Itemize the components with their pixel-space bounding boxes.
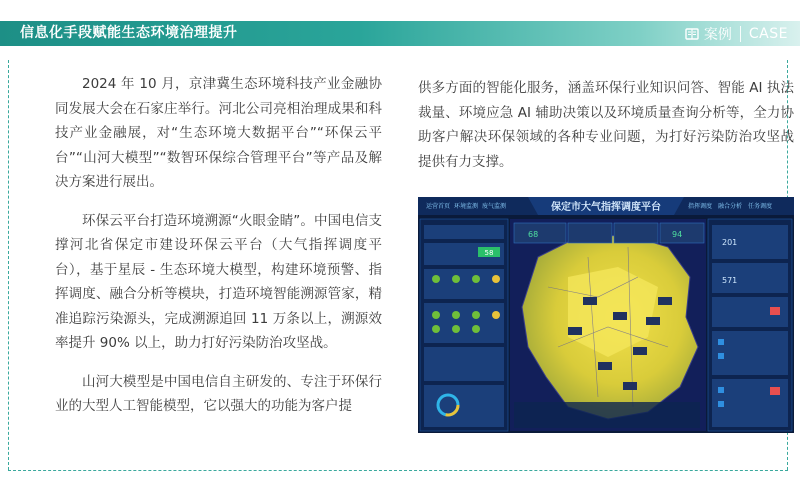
paragraph-4: 供多方面的智能化服务，涵盖环保行业知识问答、智能 AI 执法裁量、环境应急 AI 辅助决策以及环境质量查询分析等，全力协助客户解决环保领域的各种专业问题，为打好污染防治攻坚战提供有力支撑。 bbox=[418, 80, 794, 170]
section-header-bar bbox=[0, 21, 800, 46]
dashboard-nav-6: 任务调度 bbox=[748, 203, 773, 210]
text-column-right bbox=[418, 76, 794, 188]
dashboard-stat-3: 58 bbox=[484, 249, 494, 257]
case-separator bbox=[740, 26, 741, 42]
dashboard-nav-5: 融合分析 bbox=[718, 203, 743, 210]
paragraph-3: 山河大模型是中国电信自主研发的、专注于环保行业的大型人工智能模型，它以强大的功能为客户提 bbox=[55, 373, 382, 414]
dashboard-metric-1: 201 bbox=[722, 238, 738, 247]
frame-bottom-border bbox=[8, 470, 788, 471]
paragraph-1: 2024 年 10 月，京津冀生态环境科技产业金融协同发展大会在石家庄举行。河北公司亮相治理成果和科技产业金融展，对“生态环境大数据平台”“环保云平台”“山河大模型”“数智环保综合管理平台”等产品及解决方案进行展出。 bbox=[55, 76, 382, 190]
case-tag bbox=[684, 21, 800, 46]
dashboard-stat-1: 68 bbox=[528, 230, 539, 239]
dashboard-screenshot bbox=[418, 197, 794, 433]
paragraph-2: 环保云平台打造环境溯源“火眼金睛”。中国电信支撑河北省保定市建设环保云平台（大气指挥调度平台），基于星辰 - 生态环境大模型，构建环境预警、指挥调度、融合分析等模块，打造环境智能溯源管家，精准追踪污染源头，完成溯源追回 11 万条以上，溯源效率提升 90% 以上，助力打好污染防治攻坚战。 bbox=[55, 212, 382, 351]
dashboard-stat-2: 94 bbox=[672, 230, 683, 239]
dashboard-nav-1: 运营首页 bbox=[426, 203, 451, 210]
dashboard-nav-2: 环境监测 bbox=[454, 203, 479, 210]
dashboard-image bbox=[418, 197, 794, 433]
case-label-cn: 案例 bbox=[703, 26, 732, 43]
dashboard-title: 保定市大气指挥调度平台 bbox=[551, 202, 661, 213]
dashboard-metric-2: 571 bbox=[722, 276, 738, 285]
section-title: 信息化手段赋能生态环境治理提升 bbox=[20, 25, 238, 41]
dashboard-nav-3: 废气监测 bbox=[482, 203, 507, 210]
frame-left-border bbox=[8, 60, 9, 470]
book-icon bbox=[684, 26, 700, 42]
dashboard-nav-4: 指挥调度 bbox=[688, 203, 713, 210]
case-label-en: CASE bbox=[748, 25, 788, 42]
text-column-left bbox=[55, 72, 382, 433]
